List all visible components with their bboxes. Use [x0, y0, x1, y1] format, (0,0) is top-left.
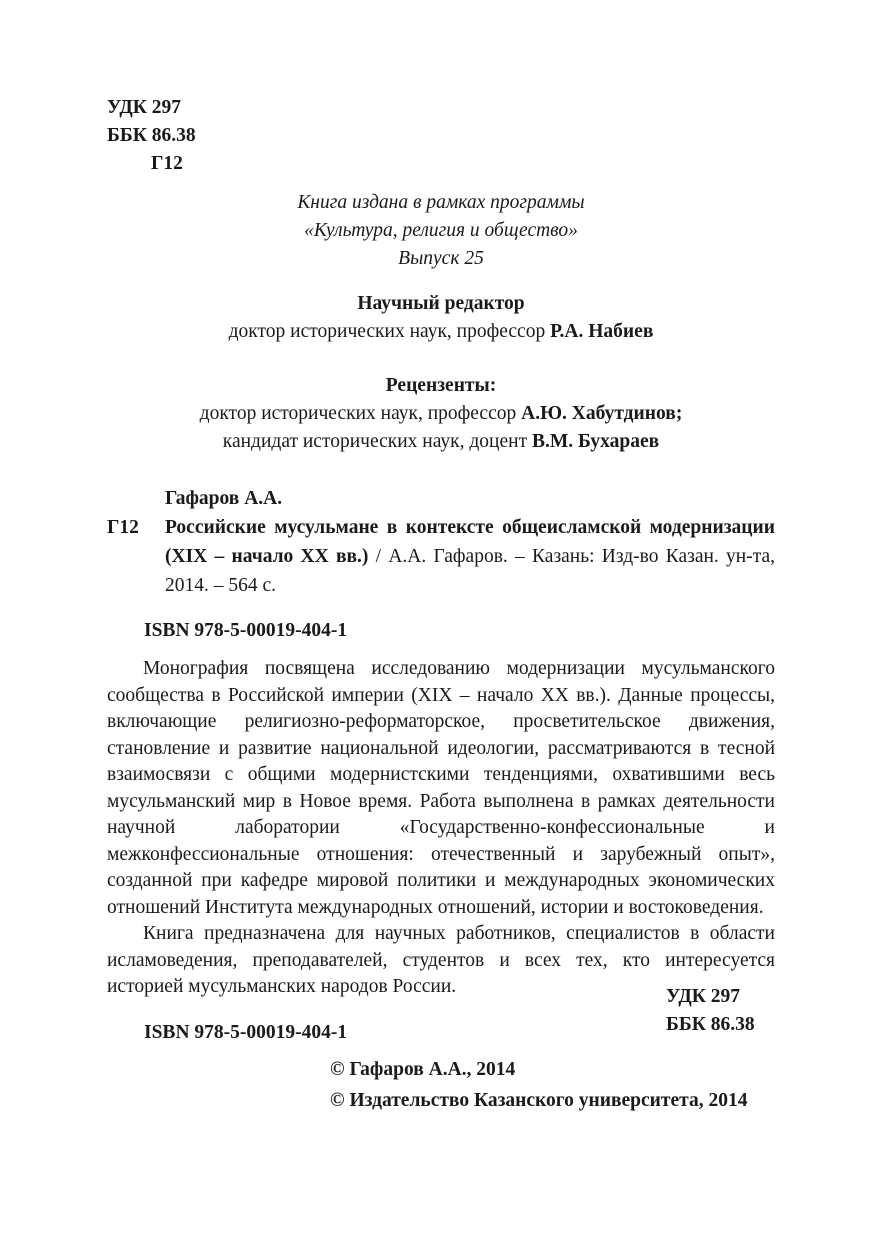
bbk-code: ББК 86.38: [666, 1014, 755, 1035]
annotation: [107, 656, 775, 1001]
card-imprint: / А.А. Гафаров. – Казань: Изд-во Казан. ун-та, 2014. – 564 с.: [165, 546, 776, 596]
editor-heading: Научный редактор: [357, 293, 525, 314]
udk-code: УДК 297: [107, 97, 182, 118]
copyright-block: [330, 1054, 747, 1116]
card-author: Гафаров А.А.: [165, 488, 283, 509]
reviewer-title: доктор исторических наук, профессор: [199, 403, 522, 424]
series-info: [107, 189, 775, 273]
series-line-1: Книга издана в рамках программы: [297, 192, 585, 213]
editor-line: [107, 318, 775, 346]
annotation-paragraph: Монография посвящена исследованию модернизации мусульманского сообщества в Российской империи (XIX – начало XX вв.). Данные процессы, включающие религиозно-реформаторское, просветительское движения, становление и развитие национальной идеологии, рассматриваются в тесной взаимосвязи с общими модернистскими тенденциями, охватившими весь мусульманский мир в Новое время. Работа выполнена в рамках деятельности научной лаборатории «Государственно-конфессиональные и межконфессиональные отношения: отечественный и зарубежный опыт», созданной при кафедре мировой политики и международных экономических отношений Института международных отношений, истории и востоковедения.: [107, 658, 775, 918]
reviewer-line: [107, 428, 775, 456]
isbn-bottom: ISBN 978-5-00019-404-1: [144, 1022, 348, 1043]
reviewer-title: кандидат исторических наук, доцент: [222, 431, 532, 452]
reviewers-block: [107, 372, 775, 456]
copyright-author: © Гафаров А.А., 2014: [330, 1059, 516, 1080]
annotation-paragraph: Книга предназначена для научных работников, специалистов в области исламоведения, преподавателей, студентов и всех тех, кто интересуется историей мусульманских народов России.: [107, 923, 775, 997]
editor-title: доктор исторических наук, профессор: [228, 321, 551, 342]
series-issue: Выпуск 25: [398, 248, 484, 269]
reviewer-line: [107, 400, 775, 428]
editor-name: Р.А. Набиев: [550, 321, 654, 342]
bbk-code: ББК 86.38: [107, 125, 196, 146]
isbn: ISBN 978-5-00019-404-1: [144, 620, 348, 641]
classification-codes: [107, 94, 196, 178]
reviewer-name: В.М. Бухараев: [531, 431, 660, 452]
card-title: Российские мусульмане в контексте общеисламской модернизации (XIX – начало XX вв.): [165, 517, 775, 567]
reviewers-heading: Рецензенты:: [385, 375, 497, 396]
editor-block: [107, 290, 775, 346]
catalog-card: [107, 484, 775, 600]
udk-code: УДК 297: [666, 986, 741, 1007]
card-entry: [107, 513, 775, 600]
classification-codes-bottom: [666, 983, 755, 1039]
series-line-2: «Культура, религия и общество»: [304, 220, 578, 241]
copyright-publisher: © Издательство Казанского университета, 2014: [330, 1090, 748, 1111]
card-code: Г12: [107, 517, 139, 538]
author-mark: Г12: [151, 153, 183, 174]
reviewer-name: А.Ю. Хабутдинов;: [521, 403, 683, 424]
